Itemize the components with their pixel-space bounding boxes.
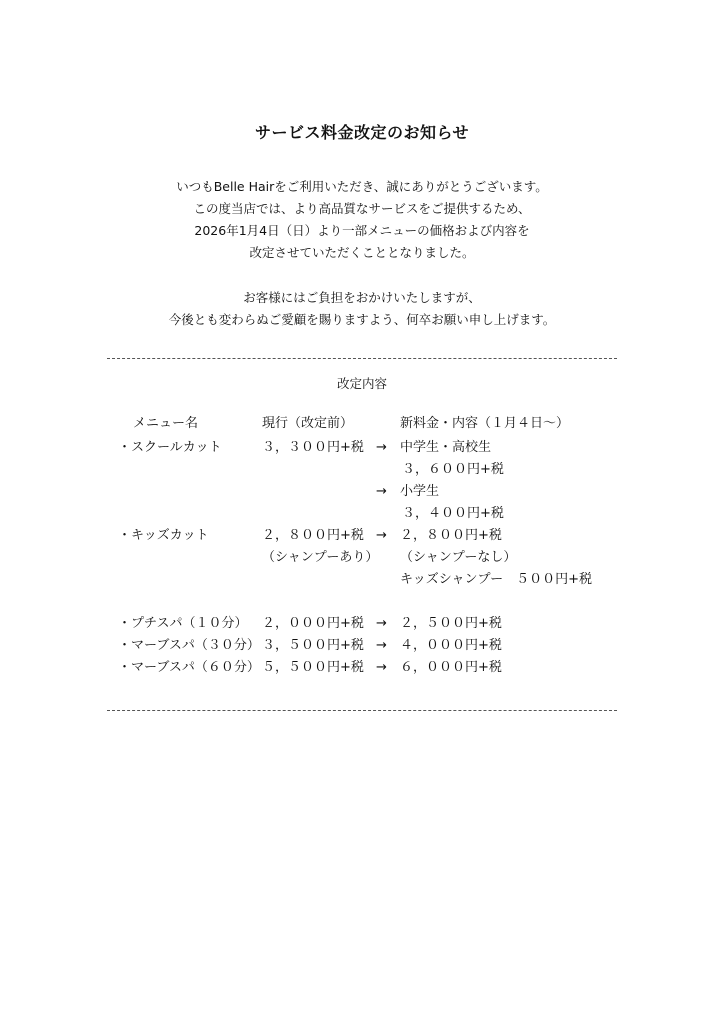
intro-paragraph — [0, 176, 724, 264]
spa-row-current-price: ５，５００円+税 — [262, 660, 364, 675]
kids-shampoo-price: キッズシャンプー ５００円+税 — [400, 572, 592, 587]
school-cut-new-price-2: ３，４００円+税 — [402, 506, 504, 521]
kids-cut-current-note: （シャンプーあり） — [262, 550, 379, 565]
kids-cut-name: ・キッズカット — [118, 528, 209, 543]
arrow-icon: → — [376, 660, 387, 675]
intro-line: 改定させていただくこととなりました。 — [249, 245, 475, 260]
apology-line: お客様にはご負担をおかけいたしますが、 — [243, 290, 481, 305]
arrow-icon: → — [376, 616, 387, 631]
school-cut-current-price: ３，３００円+税 — [262, 440, 364, 455]
spa-row-name: ・プチスパ（１０分） — [118, 616, 248, 631]
apology-line: 今後とも変わらぬご愛顧を賜りますよう、何卒お願い申し上げます。 — [168, 312, 556, 327]
header-menu: メニュー名 — [133, 416, 199, 431]
kids-cut-current-price: ２，８００円+税 — [262, 528, 364, 543]
header-current: 現行（改定前） — [262, 416, 354, 431]
notice-title: サービス料金改定のお知らせ — [254, 123, 470, 142]
arrow-icon: → — [376, 528, 387, 543]
spa-row-current-price: ３，５００円+税 — [262, 638, 364, 653]
spa-row-name: ・マーブスパ（３０分） — [118, 638, 260, 653]
school-cut-name: ・スクールカット — [118, 440, 222, 455]
spa-row-current-price: ２，０００円+税 — [262, 616, 364, 631]
top-divider — [107, 358, 617, 359]
kids-cut-new-note: （シャンプーなし） — [400, 550, 517, 565]
intro-line: いつもBelle Hairをご利用いただき、誠にありがとうございます。 — [176, 179, 548, 194]
arrow-icon: → — [376, 638, 387, 653]
school-cut-new-label-1: 中学生・高校生 — [400, 440, 492, 455]
school-cut-new-label-2: 小学生 — [400, 484, 440, 499]
bottom-divider — [107, 710, 617, 711]
kids-cut-new-price: ２，８００円+税 — [400, 528, 502, 543]
school-cut-new-price-1: ３，６００円+税 — [402, 462, 504, 477]
intro-line: 2026年1月4日（日）より一部メニューの価格および内容を — [194, 223, 530, 238]
section-title: 改定内容 — [336, 376, 387, 391]
intro-line: この度当店では、より高品質なサービスをご提供するため、 — [193, 201, 531, 216]
header-new: 新料金・内容（１月４日～） — [400, 416, 570, 431]
spa-row-new-price: ６，０００円+税 — [400, 660, 502, 675]
spa-row-new-price: ２，５００円+税 — [400, 616, 502, 631]
arrow-icon: → — [376, 484, 387, 499]
arrow-icon: → — [376, 440, 387, 455]
spa-row-new-price: ４，０００円+税 — [400, 638, 502, 653]
spa-row-name: ・マーブスパ（６０分） — [118, 660, 260, 675]
apology-paragraph — [0, 287, 724, 331]
